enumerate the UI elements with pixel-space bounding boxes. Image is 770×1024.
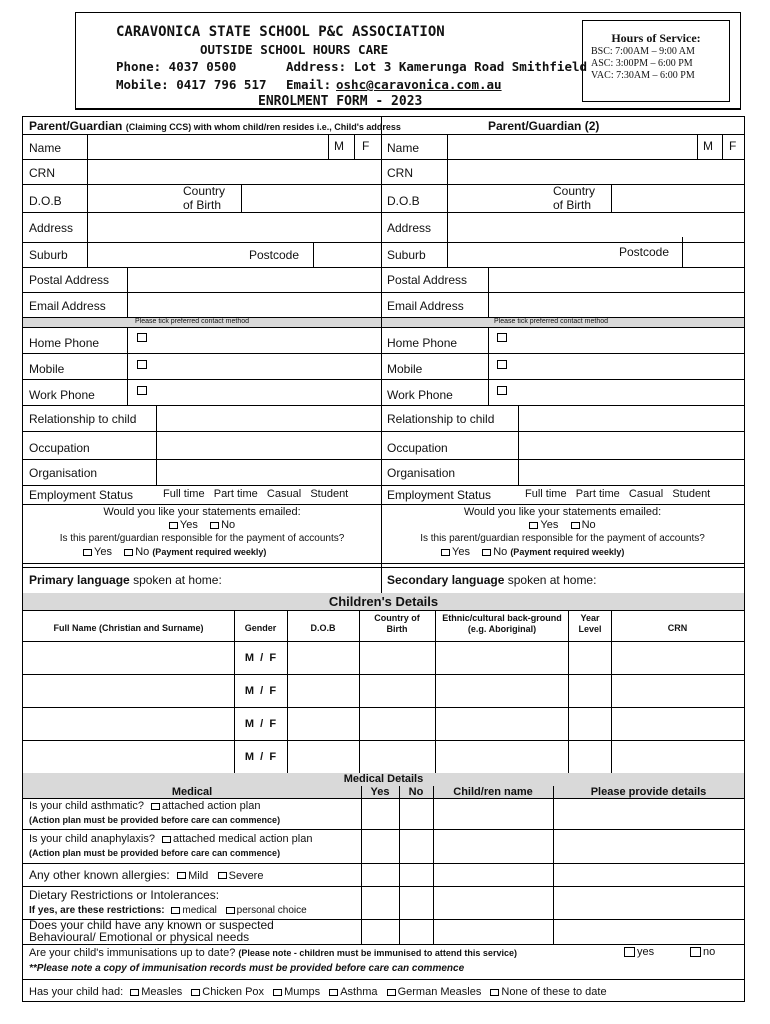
email-link[interactable]: oshc@caravonica.com.au	[336, 77, 502, 92]
col-ethnic: Ethnic/cultural back-ground (e.g. Aboriginal)	[442, 613, 562, 634]
col-country: Country of Birth	[374, 613, 420, 634]
p1-payment-note: (Payment required weekly)	[152, 547, 267, 557]
anaph-q: Is your child anaphylaxis?	[29, 833, 155, 845]
p1-mobile-checkbox[interactable]	[137, 360, 147, 369]
children-title: Children's Details	[328, 594, 439, 609]
anaph-plan-checkbox[interactable]	[162, 836, 171, 843]
p2-mobile-label: Mobile	[387, 362, 423, 376]
medical-title: Medical Details	[343, 773, 424, 785]
had-q: Has your child had:	[29, 986, 124, 998]
p1-statements-no-checkbox[interactable]	[210, 522, 219, 529]
p2-dob-label: D.O.B	[387, 194, 420, 208]
med-col-details: Please provide details	[590, 786, 707, 798]
p1-payment-yes-checkbox[interactable]	[83, 549, 92, 556]
secondary-lang-rest: spoken at home:	[507, 573, 597, 587]
dietary-medical-label: medical	[182, 905, 217, 916]
p2-address-label: Address	[387, 221, 432, 235]
p1-work-phone-checkbox[interactable]	[137, 386, 147, 395]
p2-gender-f[interactable]: F	[729, 139, 737, 153]
immun-yes-label: yes	[637, 946, 655, 958]
child1-gender[interactable]: M / F	[244, 652, 277, 664]
behav-q2: Behavioural/ Emotional or physical needs	[29, 930, 250, 944]
col-crn: CRN	[667, 623, 688, 633]
p1-statements-yes-checkbox[interactable]	[169, 522, 178, 529]
p2-suburb-label: Suburb	[387, 248, 426, 262]
form-title: ENROLMENT FORM - 2023	[258, 94, 423, 109]
immun-note: (Please note - children must be immunised to attend this service)	[238, 948, 517, 958]
p2-postcode-label: Postcode	[619, 245, 670, 259]
primary-lang-rest: spoken at home:	[133, 573, 222, 587]
had-none-checkbox[interactable]	[490, 989, 499, 996]
p2-country-label: Country	[553, 184, 596, 198]
p1-dob-label: D.O.B	[29, 194, 62, 208]
p2-payment-no-checkbox[interactable]	[482, 549, 491, 556]
p1-organisation-label: Organisation	[29, 466, 98, 480]
hours-bsc: BSC: 7:00AM – 9:00 AM	[591, 46, 695, 57]
child4-gender[interactable]: M / F	[244, 751, 277, 763]
p1-name-label: Name	[29, 141, 62, 155]
p2-payment-yes: Yes	[452, 546, 470, 558]
had-mumps-label: Mumps	[284, 986, 321, 998]
p2-email-label: Email Address	[387, 299, 464, 313]
p1-address-label: Address	[29, 221, 74, 235]
secondary-lang-label: Secondary language	[387, 573, 505, 587]
p1-postal-label: Postal Address	[29, 273, 110, 287]
hours-box	[582, 20, 730, 102]
col-dob: D.O.B	[310, 623, 336, 633]
had-none-label: None of these to date	[501, 986, 607, 998]
p1-occupation-label: Occupation	[29, 441, 90, 455]
had-germanmeasles-label: German Measles	[397, 986, 482, 998]
col-gender: Gender	[244, 623, 277, 633]
med-col-medical: Medical	[171, 786, 213, 798]
p1-ofbirth-label: of Birth	[183, 198, 222, 212]
p1-employment-options[interactable]: Full time Part time Casual Student	[163, 488, 349, 500]
immun-copy-note: **Please note a copy of immunisation records must be provided before care can commence	[29, 963, 465, 974]
phone: Phone: 4037 0500	[116, 59, 237, 74]
p1-mobile-label: Mobile	[29, 362, 65, 376]
p2-home-phone-label: Home Phone	[387, 336, 458, 350]
p1-gender-m[interactable]: M	[334, 139, 344, 153]
p2-organisation-label: Organisation	[387, 466, 456, 480]
dietary-personal-checkbox[interactable]	[226, 907, 235, 914]
had-mumps-checkbox[interactable]	[273, 989, 282, 996]
p1-statements-q: Would you like your statements emailed:	[103, 506, 301, 518]
p2-statements-no-checkbox[interactable]	[571, 522, 580, 529]
parent1-subtitle: (Claiming CCS) with whom child/ren resides i.e., Child's address	[125, 122, 401, 132]
p2-work-phone-checkbox[interactable]	[497, 386, 507, 395]
p2-occupation-label: Occupation	[387, 441, 448, 455]
org-name: CARAVONICA STATE SCHOOL P&C ASSOCIATION	[116, 24, 445, 40]
p1-suburb-label: Suburb	[29, 248, 68, 262]
immun-q: Are your child's immunisations up to date?	[29, 947, 236, 959]
p2-ofbirth-label: of Birth	[553, 198, 592, 212]
p2-statements-q: Would you like your statements emailed:	[463, 506, 662, 518]
p2-employment-label: Employment Status	[387, 488, 492, 502]
email-label: Email:	[286, 77, 332, 92]
had-chickenpox-checkbox[interactable]	[191, 989, 200, 996]
enrolment-form	[22, 116, 745, 1002]
p2-gender-m[interactable]: M	[703, 139, 713, 153]
p1-tick-note: Please tick preferred contact method	[135, 318, 250, 325]
anaph-plan-label: attached medical action plan	[173, 833, 313, 845]
had-chickenpox-label: Chicken Pox	[202, 986, 265, 998]
p2-statements-yes: Yes	[540, 519, 559, 531]
behav-q1: Does your child have any known or suspected	[29, 918, 274, 932]
p1-payment-q: Is this parent/guardian responsible for the payment of accounts?	[59, 533, 345, 544]
allergy-severe-label: Severe	[228, 870, 264, 882]
p1-payment-no-checkbox[interactable]	[124, 549, 133, 556]
p2-crn-label: CRN	[387, 166, 413, 180]
p2-work-phone-label: Work Phone	[387, 388, 453, 402]
had-asthma-label: Asthma	[340, 986, 378, 998]
med-col-no: No	[408, 786, 424, 798]
p2-postal-label: Postal Address	[387, 273, 468, 287]
p2-relationship-label: Relationship to child	[387, 412, 495, 426]
child3-gender[interactable]: M / F	[244, 718, 277, 730]
p1-gender-f[interactable]: F	[362, 139, 370, 153]
p2-statements-no: No	[581, 519, 596, 531]
col-year: Year Level	[578, 613, 602, 634]
had-measles-label: Measles	[141, 986, 183, 998]
p1-statements-no: No	[221, 519, 236, 531]
p2-payment-note: (Payment required weekly)	[510, 547, 625, 557]
immun-yes-checkbox[interactable]	[624, 947, 635, 957]
primary-lang-label: Primary language	[29, 573, 130, 587]
p1-work-phone-label: Work Phone	[29, 388, 95, 402]
parent2-title: Parent/Guardian (2)	[488, 119, 600, 133]
had-measles-checkbox[interactable]	[130, 989, 139, 996]
dietary-personal-label: personal choice	[236, 905, 307, 916]
p1-country-label: Country	[183, 184, 226, 198]
p1-payment-yes: Yes	[94, 546, 112, 558]
p1-payment-no: No	[135, 546, 150, 558]
p2-payment-q: Is this parent/guardian responsible for the payment of accounts?	[420, 533, 705, 544]
hours-vac: VAC: 7:30AM – 6:00 PM	[591, 70, 695, 81]
p2-tick-note: Please tick preferred contact method	[494, 318, 609, 325]
mobile: Mobile: 0417 796 517	[116, 77, 267, 92]
allergy-mild-checkbox[interactable]	[177, 872, 186, 879]
col-full-name: Full Name (Christian and Surname)	[53, 623, 204, 633]
allergies-q: Any other known allergies:	[29, 868, 170, 882]
asthma-q: Is your child asthmatic?	[29, 800, 144, 812]
p1-postcode-label: Postcode	[249, 248, 300, 262]
p2-home-phone-checkbox[interactable]	[497, 333, 507, 342]
p1-statements-yes: Yes	[179, 519, 198, 531]
anaph-note: (Action plan must be provided before care can commence)	[29, 848, 281, 858]
p2-name-label: Name	[387, 141, 420, 155]
child2-gender[interactable]: M / F	[244, 685, 277, 697]
program-name: OUTSIDE SCHOOL HOURS CARE	[200, 42, 389, 57]
p1-relationship-label: Relationship to child	[29, 412, 137, 426]
had-germanmeasles-checkbox[interactable]	[387, 989, 396, 996]
p1-crn-label: CRN	[29, 166, 55, 180]
allergy-severe-checkbox[interactable]	[218, 872, 227, 879]
asthma-note: (Action plan must be provided before care can commence)	[29, 815, 281, 825]
dietary-q: Dietary Restrictions or Intolerances:	[29, 888, 220, 902]
asthma-plan-label: attached action plan	[162, 800, 261, 812]
allergy-mild-label: Mild	[188, 870, 209, 882]
dietary-sub: If yes, are these restrictions:	[29, 905, 165, 916]
asthma-plan-checkbox[interactable]	[151, 803, 160, 810]
address: Address: Lot 3 Kamerunga Road Smithfield	[286, 59, 588, 74]
p2-payment-yes-checkbox[interactable]	[441, 549, 450, 556]
p1-home-phone-checkbox[interactable]	[137, 333, 147, 342]
med-col-yes: Yes	[370, 786, 390, 798]
immun-no-checkbox[interactable]	[690, 947, 701, 957]
p2-payment-no: No	[493, 546, 508, 558]
p1-home-phone-label: Home Phone	[29, 336, 100, 350]
p1-employment-label: Employment Status	[29, 488, 134, 502]
hours-asc: ASC: 3:00PM – 6:00 PM	[591, 58, 693, 69]
parent1-title: Parent/Guardian	[29, 119, 123, 133]
dietary-medical-checkbox[interactable]	[171, 907, 180, 914]
p2-mobile-checkbox[interactable]	[497, 360, 507, 369]
hours-title: Hours of Service:	[611, 31, 701, 45]
p2-statements-yes-checkbox[interactable]	[529, 522, 538, 529]
p1-email-label: Email Address	[29, 299, 106, 313]
had-asthma-checkbox[interactable]	[329, 989, 338, 996]
p2-employment-options[interactable]: Full time Part time Casual Student	[525, 488, 711, 500]
immun-no-label: no	[703, 946, 716, 958]
med-col-child: Child/ren name	[453, 786, 533, 798]
